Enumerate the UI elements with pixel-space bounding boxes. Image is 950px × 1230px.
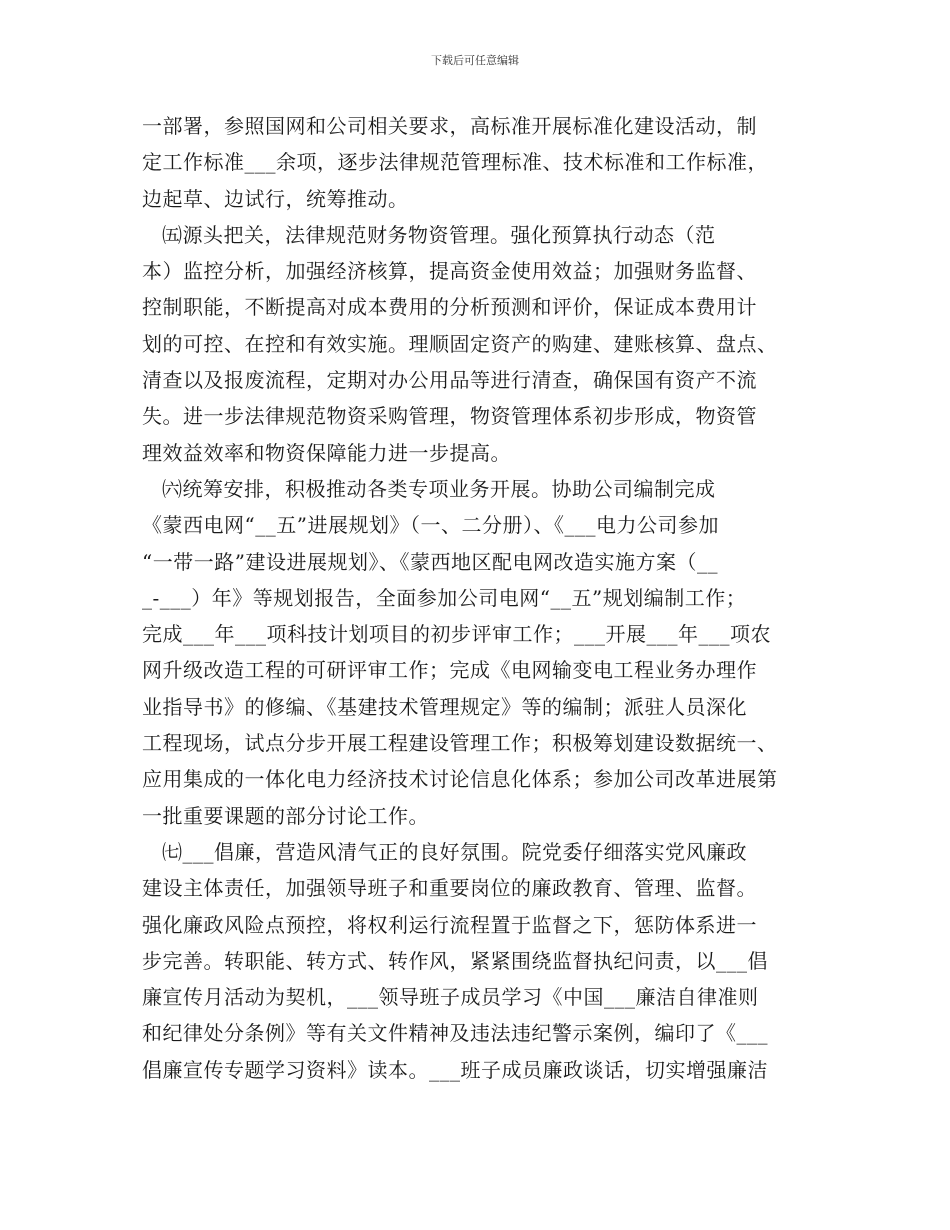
text-line: 强化廉政风险点预控，将权利运行流程置于监督之下，惩防体系进一: [142, 912, 757, 937]
text-line: 《蒙西电网“__五”进展规划》（一、二分册）、《___电力公司参加: [142, 513, 719, 538]
text-line: 和纪律处分条例》等有关文件精神及违法违纪警示案例，编印了《___: [142, 1021, 768, 1046]
text-line: 划的可控、在控和有效实施。理顺固定资产的购建、建账核算、盘点、: [142, 331, 778, 356]
text-line: 网升级改造工程的可研评审工作；完成《电网输变电工程业务办理作: [142, 658, 757, 683]
text-line: 廉宣传月活动为契机，___领导班子成员学习《中国___廉洁自律准则: [142, 985, 759, 1010]
text-line: 边起草、边试行，统筹推动。: [142, 186, 409, 211]
text-line: 失。进一步法律规范物资采购管理，物资管理体系初步形成，物资管: [142, 404, 757, 429]
text-line: “一带一路”建设进展规划》、《蒙西地区配电网改造实施方案（__: [142, 549, 718, 574]
text-line: 一部署，参照国网和公司相关要求，高标准开展标准化建设活动，制: [142, 114, 757, 138]
text-line: ㈥统筹安排，积极推动各类专项业务开展。协助公司编制完成: [162, 476, 716, 501]
text-line: 业指导书》的修编、《基建技术管理规定》等的编制；派驻人员深化: [142, 694, 747, 719]
page-header: 下载后可任意编辑: [431, 54, 519, 67]
text-line: 工程现场，试点分步开展工程建设管理工作；积极筹划建设数据统一、: [142, 731, 778, 756]
text-line: 控制职能，不断提高对成本费用的分析预测和评价，保证成本费用计: [142, 295, 757, 320]
text-line: 倡廉宣传专题学习资料》读本。___班子成员廉政谈话，切实增强廉洁: [142, 1057, 768, 1082]
text-line: 定工作标准___余项，逐步法律规范管理标准、技术标准和工作标准，: [142, 150, 768, 175]
text-line: 理效益效率和物资保障能力进一步提高。: [142, 440, 511, 465]
text-line: 建设主体责任，加强领导班子和重要岗位的廉政教育、管理、监督。: [142, 876, 757, 901]
text-line: 完成___年___项科技计划项目的初步评审工作；___开展___年___项农: [142, 622, 771, 647]
text-line: 一批重要课题的部分讨论工作。: [142, 803, 429, 828]
text-line: 本）监控分析，加强经济核算，提高资金使用效益；加强财务监督、: [142, 259, 757, 284]
text-line: _-___）年》等规划报告，全面参加公司电网“__五”规划编制工作；: [142, 585, 747, 610]
text-line: 步完善。转职能、转方式、转作风，紧紧围绕监督执纪问责，以___倡: [142, 948, 768, 973]
document-body: [142, 108, 822, 1088]
text-line: ㈦___倡廉，营造风清气正的良好氛围。院党委仔细落实党风廉政: [162, 839, 747, 864]
text-line: 清查以及报废流程，定期对办公用品等进行清查，确保国有资产不流: [142, 368, 757, 393]
text-line: ㈤源头把关，法律规范财务物资管理。强化预算执行动态（范: [162, 222, 716, 247]
text-line: 应用集成的一体化电力经济技术讨论信息化体系；参加公司改革进展第: [142, 767, 778, 792]
